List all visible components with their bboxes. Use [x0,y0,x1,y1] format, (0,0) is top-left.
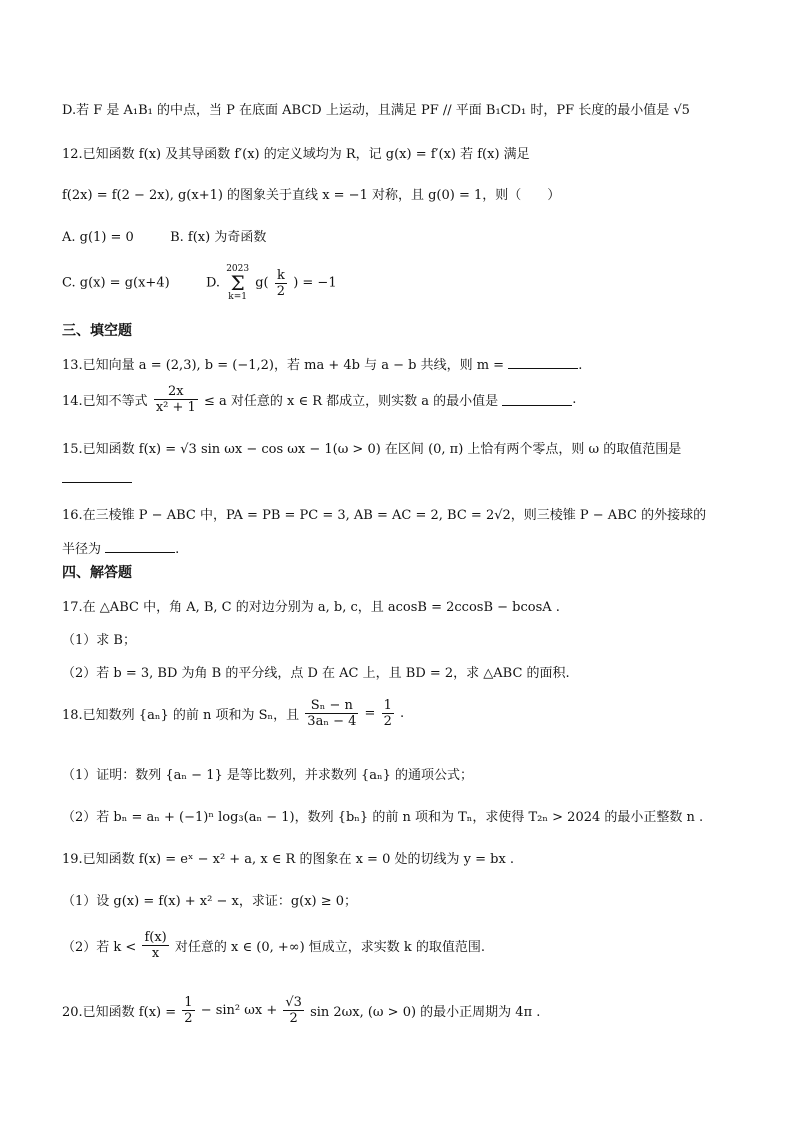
section-3-title: 三、填空题 [62,323,132,339]
fraction-numerator: 2x [154,384,198,400]
question-14-pre: 14.已知不等式 [62,394,148,409]
section-4-title: 四、解答题 [62,565,132,581]
option-11d-text: D.若 F 是 A₁B₁ 的中点，当 P 在底面 ABCD 上运动，且满足 PF // 平面 B₁CD₁ 时，PF 长度的最小值是 √5 [62,103,690,118]
question-18-pre: 18.已知数列 {aₙ} 的前 n 项和为 Sₙ，且 [62,708,300,723]
question-17-text: 17.在 △ABC 中，角 A, B, C 的对边分别为 a, b, c，且 acosB = 2ccosB − bcosA . [62,600,560,615]
option-12d-end: ) = −1 [293,275,337,291]
question-18-part2 [62,806,703,825]
question-12-condition [62,184,560,203]
question-18-eq: = [364,706,376,721]
option-11d [62,99,690,118]
question-18-end: . [399,706,405,721]
question-17-part1 [62,629,136,648]
option-12b: B. f(x) 为奇函数 [170,230,267,245]
question-17 [62,596,560,615]
question-15-blank-line [62,470,132,487]
question-13-text: 13.已知向量 a = (2,3), b = (−1,2)，若 ma + 4b 与 a − b 共线，则 m = [62,358,505,373]
fraction-numerator: f(x) [144,930,167,945]
question-12-text: 12.已知函数 f(x) 及其导函数 f′(x) 的定义域均为 R，记 g(x) = f′(x) 若 f(x) 满足 [62,147,530,162]
fraction-numerator: k [275,268,287,284]
answer-blank-14[interactable] [502,393,572,406]
question-13-end: . [578,358,583,373]
question-15-text: 15.已知函数 f(x) = √3 sin ωx − cos ωx − 1(ω > 0) 在区间 (0, π) 上恰有两个零点，则 ω 的取值范围是 [62,442,682,457]
fraction-one-half-a [182,995,194,1026]
question-14 [62,384,576,415]
question-14-end: . [572,392,577,407]
question-19-text: 19.已知函数 f(x) = eˣ − x² + a, x ∈ R 的图象在 x = 0 处的切线为 y = bx . [62,852,515,867]
fraction-one-half [382,698,394,729]
question-14-post: ≤ a 对任意的 x ∈ R 都成立，则实数 a 的最小值是 [203,394,499,409]
option-12c: C. g(x) = g(x+4) [62,275,170,291]
question-18 [62,698,404,729]
fraction-denominator: 2 [184,1011,193,1026]
summation-lower: k=1 [228,292,247,302]
question-19-part1-text: （1）设 g(x) = f(x) + x² − x，求证：g(x) ≥ 0； [62,894,358,909]
fraction-k-over-2 [275,268,287,299]
fraction-numerator: 1 [184,995,193,1010]
question-16-cont-text: 半径为 [62,542,102,557]
question-20 [62,995,540,1026]
section-3-heading [62,320,132,340]
option-12d-prefix: D. [205,275,221,291]
question-16 [62,504,706,523]
fraction-fx-over-x [142,930,168,961]
answer-blank-15[interactable] [62,470,132,483]
question-19-part2 [62,930,485,961]
fraction-denominator: 2 [276,283,286,299]
answer-blank-13[interactable] [508,356,578,369]
question-19-part2-post: 对任意的 x ∈ (0, +∞) 恒成立，求实数 k 的取值范围. [174,940,486,955]
question-12-options-ab [62,226,266,245]
fraction-denominator: 3aₙ − 4 [307,714,357,729]
question-17-part2 [62,662,570,681]
fraction-denominator: x² + 1 [155,400,196,415]
question-16-cont [62,538,179,557]
question-12-stem [62,143,530,162]
summation [226,264,249,302]
option-12d-g: g( [255,275,269,291]
question-16-end: . [175,542,180,557]
question-20-pre: 20.已知函数 f(x) = [62,1005,177,1020]
question-19-part2-pre: （2）若 k < [62,940,137,955]
fraction-2x-over-x2plus1 [154,384,198,415]
fraction-numerator: √3 [285,995,302,1010]
question-12-condition-text: f(2x) = f(2 − 2x), g(x+1) 的图象关于直线 x = −1 对称，且 g(0) = 1，则（ ） [62,188,561,203]
fraction-denominator: 2 [289,1011,298,1026]
fraction-sn-minus-n [305,698,358,729]
question-18-part2-text: （2）若 bₙ = aₙ + (−1)ⁿ log₃(aₙ − 1)，数列 {bₙ} 的前 n 项和为 Tₙ，求使得 T₂ₙ > 2024 的最小正整数 n . [62,810,704,825]
summation-sign: Σ [230,271,245,295]
question-13 [62,354,582,373]
answer-blank-16[interactable] [105,540,175,553]
question-17-part2-text: （2）若 b = 3, BD 为角 B 的平分线，点 D 在 AC 上，且 BD = 2，求 △ABC 的面积. [62,666,570,681]
question-20-mid: − sin² ωx + [200,1003,278,1018]
fraction-denominator: x [151,946,160,961]
summation-upper: 2023 [226,264,250,274]
section-4-heading [62,562,132,582]
question-16-text: 16.在三棱锥 P − ABC 中，PA = PB = PC = 3, AB = AC = 2, BC = 2√2，则三棱锥 P − ABC 的外接球的 [62,508,707,523]
question-12-options-cd [62,264,337,302]
question-20-post: sin 2ωx, (ω > 0) 的最小正周期为 4π . [310,1005,541,1020]
question-19 [62,848,514,867]
option-12a: A. g(1) = 0 [62,230,134,245]
fraction-denominator: 2 [383,714,392,729]
question-15 [62,438,681,457]
fraction-numerator: Sₙ − n [305,698,358,714]
question-19-part1 [62,890,357,909]
question-17-part1-text: （1）求 B； [62,633,136,648]
fraction-sqrt3-over-2 [283,995,304,1026]
fraction-numerator: 1 [383,698,392,713]
question-18-part1 [62,764,473,783]
question-18-part1-text: （1）证明：数列 {aₙ − 1} 是等比数列，并求数列 {aₙ} 的通项公式； [62,768,474,783]
